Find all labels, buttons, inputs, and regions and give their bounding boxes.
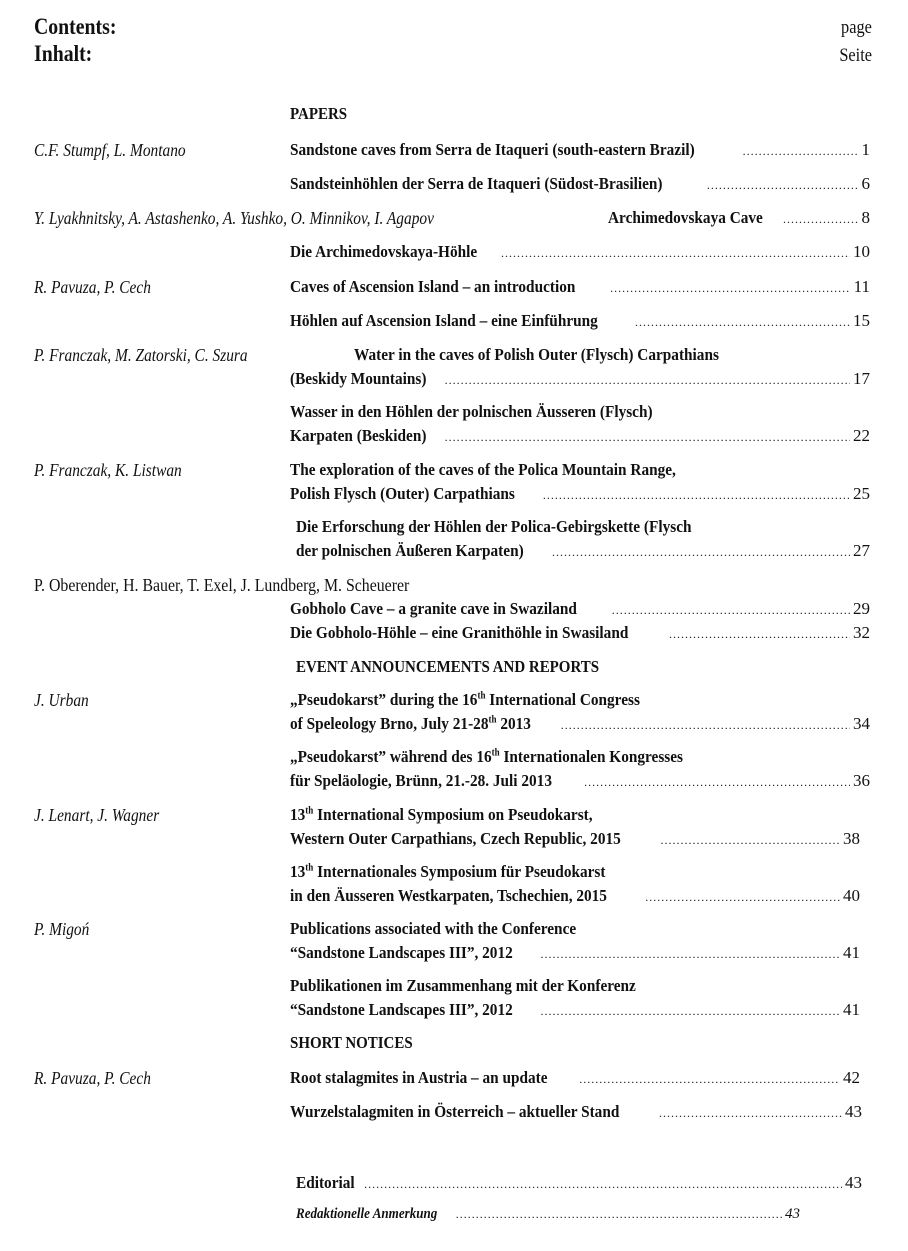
dot-leader xyxy=(501,246,850,261)
inhalt-title: Inhalt: xyxy=(34,41,93,66)
entry-authors: P. Franczak, M. Zatorski, C. Szura xyxy=(34,345,248,365)
ordinal-sup: th xyxy=(477,690,486,702)
title-text: 2013 xyxy=(496,714,531,733)
seite-label: Seite xyxy=(839,45,872,66)
entry-title: Sandsteinhöhlen der Serra de Itaqueri (Südost-Brasilien) xyxy=(290,174,663,193)
page-number: 38 xyxy=(843,829,860,848)
page-number: 43 xyxy=(845,1173,862,1192)
toc-entry[interactable] xyxy=(290,484,870,504)
toc-entry[interactable] xyxy=(290,886,860,906)
dot-leader xyxy=(743,144,859,159)
toc-entry[interactable] xyxy=(296,541,870,561)
title-text: 13 xyxy=(290,805,306,824)
dot-leader xyxy=(584,775,850,790)
title-text: International Congress xyxy=(485,690,640,709)
dot-leader xyxy=(543,488,850,503)
entry-title: Die Gobholo-Höhle – eine Granithöhle in Swasiland xyxy=(290,623,629,642)
dot-leader xyxy=(541,947,840,962)
dot-leader xyxy=(579,1072,840,1087)
dot-leader xyxy=(561,718,850,733)
entry-authors: P. Oberender, H. Bauer, T. Exel, J. Lundberg, M. Scheuerer xyxy=(34,575,410,595)
toc-entry[interactable] xyxy=(290,426,870,446)
dot-leader xyxy=(445,430,850,445)
dot-leader xyxy=(445,373,850,388)
section-short-notices: SHORT NOTICES xyxy=(290,1033,413,1052)
toc-entry[interactable] xyxy=(290,311,870,331)
dot-leader xyxy=(541,1004,840,1019)
toc-entry-editorial[interactable] xyxy=(296,1173,862,1193)
toc-entry[interactable] xyxy=(290,714,870,734)
page-number: 17 xyxy=(853,369,870,388)
entry-title-line2: für Speläologie, Brünn, 21.-28. Juli 2013 xyxy=(290,771,552,790)
toc-entry[interactable] xyxy=(608,208,870,228)
entry-title-line1[interactable]: Wasser in den Höhlen der polnischen Äusseren (Flysch) xyxy=(290,402,653,421)
page-number: 15 xyxy=(853,311,870,330)
entry-title: Editorial xyxy=(296,1173,355,1192)
entry-title-line2: “Sandstone Landscapes III”, 2012 xyxy=(290,1000,513,1019)
page-number: 11 xyxy=(853,277,870,296)
ordinal-sup: th xyxy=(491,747,500,759)
toc-entry[interactable] xyxy=(290,369,870,389)
page-number: 43 xyxy=(785,1206,800,1222)
page-number: 36 xyxy=(853,771,870,790)
toc-entry-redaktionelle[interactable] xyxy=(296,1206,800,1223)
entry-authors: P. Migoń xyxy=(34,919,90,939)
title-text: Internationalen Kongresses xyxy=(499,747,683,766)
page-number: 41 xyxy=(843,1000,860,1019)
entry-authors: R. Pavuza, P. Cech xyxy=(34,277,151,297)
toc-entry[interactable] xyxy=(290,1068,860,1088)
page-number: 10 xyxy=(853,242,870,261)
toc-entry[interactable] xyxy=(290,1000,860,1020)
entry-title-line1[interactable]: Publications associated with the Conference xyxy=(290,919,577,938)
dot-leader xyxy=(707,178,859,193)
title-text: International Symposium on Pseudokarst, xyxy=(313,805,593,824)
entry-title: Caves of Ascension Island – an introduction xyxy=(290,277,576,296)
entry-title: Wurzelstalagmiten in Österreich – aktueller Stand xyxy=(290,1102,620,1121)
toc-entry[interactable] xyxy=(290,242,870,262)
entry-title: Archimedovskaya Cave xyxy=(608,208,763,227)
entry-title: Gobholo Cave – a granite cave in Swaziland xyxy=(290,599,577,618)
dot-leader xyxy=(364,1177,842,1192)
dot-leader xyxy=(645,890,840,905)
section-papers: PAPERS xyxy=(290,104,348,123)
dot-leader xyxy=(456,1207,782,1222)
page-number: 8 xyxy=(861,208,870,227)
entry-title-line2 xyxy=(290,714,531,734)
page-number: 1 xyxy=(861,140,870,159)
entry-title-line1[interactable] xyxy=(290,690,640,710)
entry-title-line2: Karpaten (Beskiden) xyxy=(290,426,427,445)
entry-authors: C.F. Stumpf, L. Montano xyxy=(34,140,186,160)
entry-title-line1[interactable] xyxy=(290,747,683,767)
entry-title-line1[interactable]: Publikationen im Zusammenhang mit der Konferenz xyxy=(290,976,636,995)
entry-title-line2: “Sandstone Landscapes III”, 2012 xyxy=(290,943,513,962)
entry-title: Höhlen auf Ascension Island – eine Einführung xyxy=(290,311,598,330)
toc-entry[interactable] xyxy=(290,174,870,194)
title-text: of Speleology Brno, July 21-28 xyxy=(290,714,489,733)
title-text: „Pseudokarst” während des 16 xyxy=(290,747,492,766)
title-text: Internationales Symposium für Pseudokarst xyxy=(313,862,606,881)
toc-entry[interactable] xyxy=(290,599,870,619)
toc-entry[interactable] xyxy=(290,829,860,849)
dot-leader xyxy=(661,833,840,848)
page-number: 42 xyxy=(843,1068,860,1087)
entry-title-line2: der polnischen Äußeren Karpaten) xyxy=(296,541,524,560)
page-label: page xyxy=(841,17,872,38)
page-number: 32 xyxy=(853,623,870,642)
dot-leader xyxy=(669,627,850,642)
dot-leader xyxy=(783,212,858,227)
page-number: 34 xyxy=(853,714,870,733)
entry-title: Redaktionelle Anmerkung xyxy=(296,1206,438,1222)
page-number: 6 xyxy=(861,174,870,193)
toc-entry[interactable] xyxy=(290,623,870,643)
page-number: 40 xyxy=(843,886,860,905)
entry-authors: J. Urban xyxy=(34,690,89,710)
page-number: 43 xyxy=(845,1102,862,1121)
contents-title: Contents: xyxy=(34,14,117,39)
dot-leader xyxy=(552,545,850,560)
entry-title-line2: Polish Flysch (Outer) Carpathians xyxy=(290,484,515,503)
title-text: „Pseudokarst” during the 16 xyxy=(290,690,478,709)
entry-title-line2: Western Outer Carpathians, Czech Republic, 2015 xyxy=(290,829,621,848)
entry-authors: Y. Lyakhnitsky, A. Astashenko, A. Yushko, O. Minnikov, I. Agapov xyxy=(34,208,434,228)
entry-title: Die Archimedovskaya-Höhle xyxy=(290,242,478,261)
ordinal-sup: th xyxy=(305,862,314,874)
entry-title-line1[interactable] xyxy=(290,862,605,882)
page-number: 29 xyxy=(853,599,870,618)
toc-entry[interactable] xyxy=(290,140,870,160)
dot-leader xyxy=(612,603,850,618)
entry-title: Sandstone caves from Serra de Itaqueri (south-eastern Brazil) xyxy=(290,140,695,159)
entry-title-line1[interactable]: Water in the caves of Polish Outer (Flysch) Carpathians xyxy=(354,345,719,364)
entry-title-line1[interactable]: Die Erforschung der Höhlen der Polica-Gebirgskette (Flysch xyxy=(296,517,692,536)
ordinal-sup: th xyxy=(305,805,314,817)
entry-authors: R. Pavuza, P. Cech xyxy=(34,1068,151,1088)
toc-entry[interactable] xyxy=(290,943,860,963)
page-number: 27 xyxy=(853,541,870,560)
title-text: 13 xyxy=(290,862,306,881)
dot-leader xyxy=(659,1106,842,1121)
entry-authors: P. Franczak, K. Listwan xyxy=(34,460,182,480)
entry-title-line1[interactable] xyxy=(290,805,593,825)
entry-title-line2: (Beskidy Mountains) xyxy=(290,369,427,388)
toc-entry[interactable] xyxy=(290,1102,862,1122)
entry-title-line1[interactable]: The exploration of the caves of the Polica Mountain Range, xyxy=(290,460,676,479)
entry-title: Root stalagmites in Austria – an update xyxy=(290,1068,548,1087)
toc-entry[interactable] xyxy=(290,771,870,791)
toc-entry[interactable] xyxy=(290,277,870,297)
dot-leader xyxy=(635,315,850,330)
ordinal-sup: th xyxy=(488,714,497,726)
entry-authors: J. Lenart, J. Wagner xyxy=(34,805,160,825)
dot-leader xyxy=(610,281,851,296)
page-number: 41 xyxy=(843,943,860,962)
entry-title-line2: in den Äusseren Westkarpaten, Tschechien, 2015 xyxy=(290,886,607,905)
section-events: EVENT ANNOUNCEMENTS AND REPORTS xyxy=(296,657,600,676)
page-number: 22 xyxy=(853,426,870,445)
page-number: 25 xyxy=(853,484,870,503)
